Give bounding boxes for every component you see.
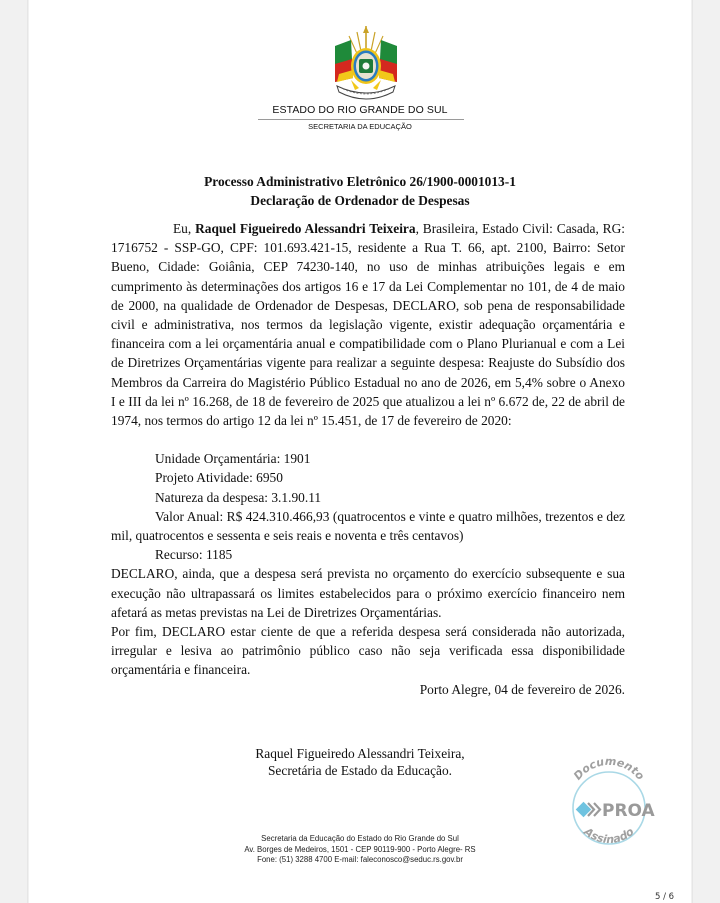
letterhead-footer: [29, 834, 691, 866]
header-divider: [258, 119, 464, 120]
item-resource: Recurso: 1185: [155, 547, 233, 563]
declaration-title: Declaração de Ordenador de Despesas: [250, 193, 470, 208]
state-name: ESTADO DO RIO GRANDE DO SUL: [272, 104, 448, 116]
viewer-left-gutter: [0, 0, 28, 903]
footer-line-1: Secretaria da Educação do Estado do Rio Grande do Sul: [261, 834, 459, 843]
signature-role: Secretária de Estado da Educação.: [267, 763, 453, 778]
document-page: [29, 0, 691, 903]
budget-items: [111, 449, 625, 564]
document-body: [111, 219, 625, 699]
department-name: SECRETARIA DA EDUCAÇÃO: [308, 122, 412, 131]
item-expense-nature: Natureza da despesa: 3.1.90.11: [155, 489, 322, 505]
process-title: Processo Administrativo Eletrônico 26/1900-0001013-1: [204, 174, 516, 189]
item-budget-unit: Unidade Orçamentária: 1901: [155, 451, 311, 467]
document-title: [29, 172, 691, 210]
footer-line-2: Av. Borges de Medeiros, 1501 - CEP 90119-900 - Porto Alegre- RS: [244, 844, 476, 854]
intro-prefix: Eu,: [173, 221, 196, 236]
coat-of-arms-icon: [329, 26, 403, 104]
page-indicator: 5 / 6: [655, 892, 675, 902]
intro-paragraph: [111, 219, 625, 430]
stamp-brand: PROA: [602, 801, 655, 821]
signature-name: Raquel Figueiredo Alessandri Teixeira,: [255, 746, 465, 761]
viewer-right-gutter: [692, 0, 720, 903]
footer-line-3: Fone: (51) 3288 4700 E-mail: faleconosco@seduc.rs.gov.br: [257, 855, 463, 864]
declaration-paragraph-2: DECLARO, ainda, que a despesa será prevista no orçamento do exercício subsequente e sua execução não ultrapassará os limites estabelecidos para o próximo exercício financeiro nem afetará as metas previstas na Lei de Diretrizes Orçamentárias.: [111, 566, 625, 620]
item-annual-value: Valor Anual: R$ 424.310.466,93 (quatrocentos e vinte e quatro milhões, trezentos e dez mil, quatrocentos e sessenta e seis reais e noventa e três centavos): [111, 508, 625, 544]
intro-text: , Brasileira, Estado Civil: Casada, RG: 1716752 - SSP-GO, CPF: 101.693.421-15, residente a Rua T. 66, apt. 2100, Bairro: Setor Bueno, Cidade: Goiânia, CEP 74230-140, no uso de minhas atribuições legais e em cumprimento às determinações dos artigos 16 e 17 da Lei Complementar no 101, de 4 de maio de 2000, na qualidade de Ordenador de Despesas, DECLARO, sob pena de responsabilidade civil e administrativa, nos termos da legislação vigente, existir adequação orçamentária e financeira com a lei orçamentária anual e compatibilidade com o Plano Plurianual e com a Lei de Diretrizes Orçamentárias vigente para realizar a seguinte despesa: Reajuste do Subsídio dos Membros da Carreira do Magistério Público Estadual no ano de 2026, em 5,4% sobre o Anexo I e III da lei nº 16.268, de 18 de fevereiro de 2025 que atualizou a lei nº 6.672 de, 22 de abril de 1974, nos termos do artigo 12 da lei nº 15.451, de 17 de fevereiro de 2020:: [111, 221, 625, 429]
item-project-activity: Projeto Atividade: 6950: [155, 470, 283, 486]
declaration-paragraph-3: Por fim, DECLARO estar ciente de que a referida despesa será considerada não autorizada, irregular e lesiva ao patrimônio público caso não seja verificada essa disponibilidade orçamentária e financeira.: [111, 624, 625, 678]
place-date: Porto Alegre, 04 de fevereiro de 2026.: [419, 681, 625, 697]
stamp-bottom-text: Assinado: [581, 824, 637, 847]
declarant-name: Raquel Figueiredo Alessandri Teixeira: [195, 221, 416, 236]
stamp-top-text: Documento: [571, 754, 647, 783]
